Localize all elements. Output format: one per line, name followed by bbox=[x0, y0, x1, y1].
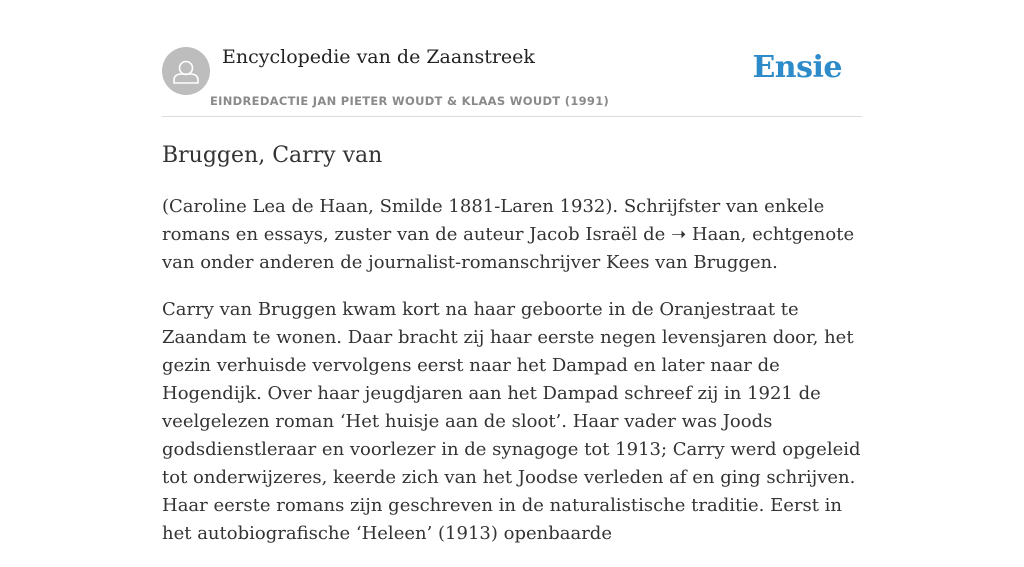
page bbox=[162, 0, 862, 567]
avatar bbox=[162, 47, 210, 95]
editors-subtitle: EINDREDACTIE JAN PIETER WOUDT & KLAAS WOUDT (1991) bbox=[210, 94, 610, 108]
paragraph-text: , echtgenote van onder anderen de journalist-romanschrijver Kees van Bruggen. bbox=[162, 224, 855, 273]
article-title: Bruggen, Carry van bbox=[162, 143, 383, 168]
article-content bbox=[162, 193, 862, 548]
cross-reference-link[interactable]: ➝ Haan bbox=[671, 224, 741, 245]
paragraph-body: Carry van Bruggen kwam kort na haar geboorte in de Oranjestraat te Zaandam te wonen. Daar bracht zij haar eerste negen levensjaren door, het gezin verhuisde vervolgens eerst naar het Dampad en later naar de Hogendijk. Over haar jeugdjaren aan het Dampad schreef zij in 1921 de veelgelezen roman ‘Het huisje aan de sloot’. Haar vader was Joods godsdienstleraar en voorlezer in de synagoge tot 1913; Carry werd opgeleid tot onderwijzeres, keerde zich van het Joodse verleden af en ging schrijven. Haar eerste romans zijn geschreven in de naturalistische traditie. Eerst in het autobiografische ‘Heleen’ (1913) openbaarde bbox=[162, 299, 861, 544]
header bbox=[162, 0, 862, 117]
ensie-logo-link[interactable]: Ensie bbox=[752, 50, 842, 85]
paragraph-intro bbox=[162, 193, 862, 277]
user-icon bbox=[162, 47, 210, 95]
book-title[interactable]: Encyclopedie van de Zaanstreek bbox=[222, 46, 535, 68]
paragraph-text: (Caroline Lea de Haan, Smilde 1881-Laren 1932). Schrijfster van enkele romans en essays, zuster van de auteur Jacob Israël de bbox=[162, 196, 825, 245]
